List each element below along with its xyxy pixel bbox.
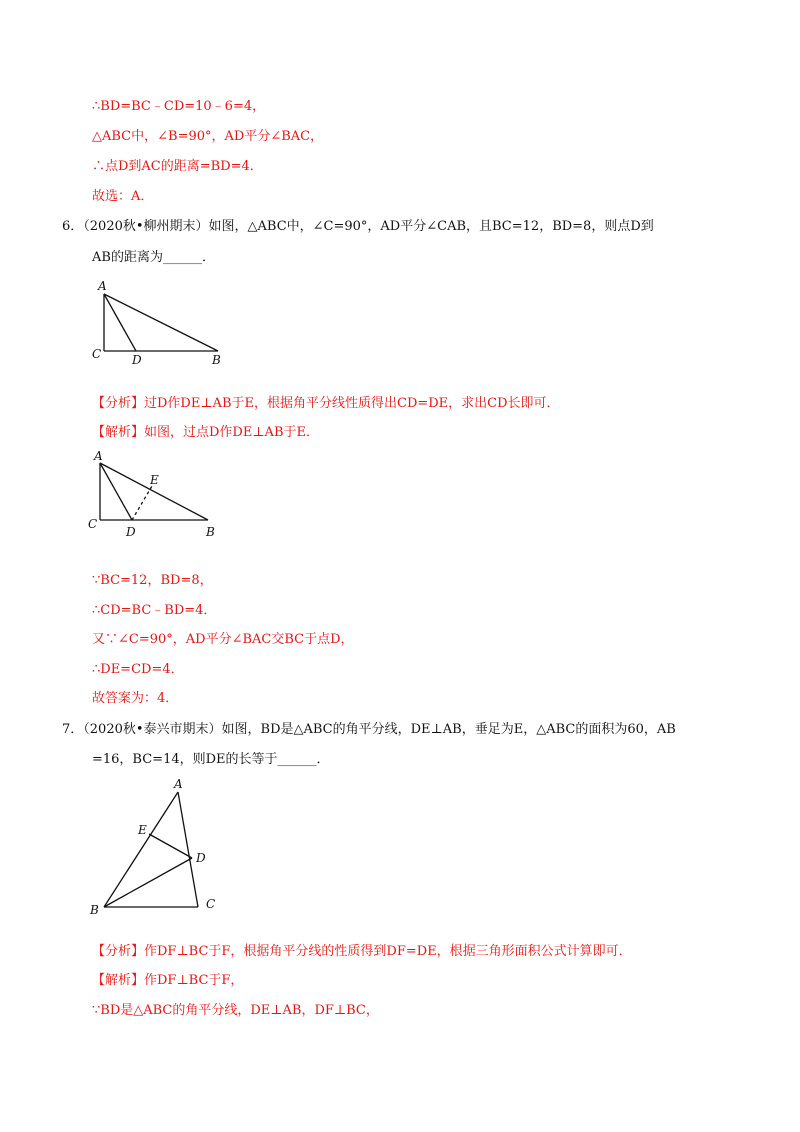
q7-figure-triangle <box>86 772 236 920</box>
q6-fig1-label-b: B <box>212 353 221 367</box>
prev-solution-line-2: △ABC中，∠B=90°，AD平分∠BAC， <box>92 129 324 144</box>
q6-solution-step-2: ∴CD=BC﹣BD=4． <box>92 603 217 618</box>
q6-solution-step-3: 又∵∠C=90°，AD平分∠BAC交BC于点D， <box>92 632 354 647</box>
q7-stem-line-2: =16，BC=14，则DE的长等于______． <box>92 752 330 767</box>
q6-fig2-label-d: D <box>126 525 136 539</box>
prev-solution-line-1: ∴BD=BC﹣CD=10﹣6=4， <box>92 99 266 114</box>
q7-stem-line-1: 7．（2020秋•泰兴市期末）如图，BD是△ABC的角平分线，DE⊥AB，垂足为E，△ABC的面积为60，AB <box>62 722 676 737</box>
q7-solution-step-1: ∵BD是△ABC的角平分线，DE⊥AB，DF⊥BC， <box>92 1003 379 1018</box>
q7-analysis: 【分析】作DF⊥BC于F，根据角平分线的性质得到DF=DE，根据三角形面积公式计算即可． <box>92 944 632 959</box>
q7-label-e: E <box>138 823 147 837</box>
q7-label-b: B <box>90 903 99 917</box>
q7-label-d: D <box>196 851 206 865</box>
q6-solution-step-1: ∵BC=12，BD=8， <box>92 573 213 588</box>
q7-label-a: A <box>174 777 183 791</box>
q6-fig1-label-a: A <box>98 279 107 293</box>
q6-solution-step-4: ∴DE=CD=4． <box>92 662 184 677</box>
q6-fig1-label-c: C <box>92 347 102 361</box>
q7-label-c: C <box>206 897 216 911</box>
q6-fig2-label-e: E <box>150 473 159 487</box>
q6-answer: 故答案为：4． <box>92 691 179 706</box>
prev-solution-line-3: ∴点D到AC的距离=BD=4． <box>92 159 263 174</box>
q6-solution-intro: 【解析】如图，过点D作DE⊥AB于E． <box>92 425 319 440</box>
q6-analysis: 【分析】过D作DE⊥AB于E，根据角平分线性质得出CD=DE，求出CD长即可． <box>92 396 560 411</box>
q7-solution-intro: 【解析】作DF⊥BC于F， <box>92 973 244 988</box>
q6-fig2-label-c: C <box>88 517 98 531</box>
q6-stem-line-1: 6．（2020秋•柳州期末）如图，△ABC中，∠C=90°，AD平分∠CAB，且BC=12，BD=8，则点D到 <box>62 219 654 234</box>
q6-fig2-label-b: B <box>206 525 215 539</box>
prev-solution-answer: 故选：A． <box>92 189 154 204</box>
q6-fig2-label-a: A <box>94 449 103 463</box>
q6-fig1-label-d: D <box>132 353 142 367</box>
q6-stem-line-2: AB的距离为______． <box>92 250 215 265</box>
q6-solution-figure <box>84 448 244 540</box>
q6-figure-triangle <box>84 278 244 370</box>
